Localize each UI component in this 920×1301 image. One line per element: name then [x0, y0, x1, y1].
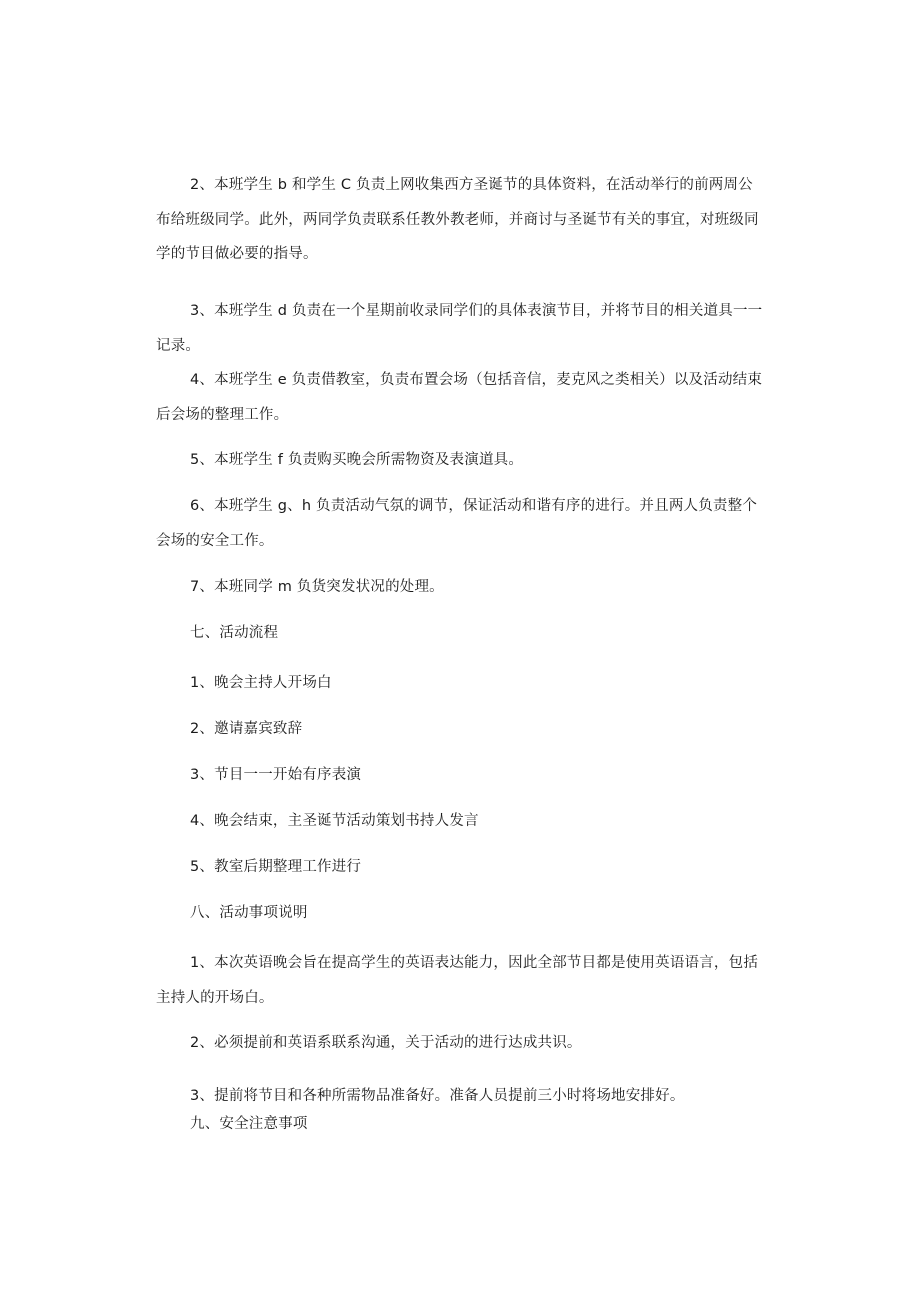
paragraph-item-4-venue: 4、本班学生 e 负责借教室，负责布置会场（包括音信，麦克风之类相关）以及活动结束后会场的整理工作。 — [156, 372, 763, 423]
flow-item-4: 4、晚会结束，主圣诞节活动策划书持人发言 — [190, 813, 479, 829]
paragraph-item-7-emergency: 7、本班同学 m 负货突发状况的处理。 — [190, 579, 444, 595]
paragraph-item-2-materials: 2、本班学生 b 和学生 C 负责上网收集西方圣诞节的具体资料，在活动举行的前两周公布给班级同学。此外，两同学负责联系任教外教老师，并商讨与圣诞节有关的事宜，对班级同学的节目做必要的指导。 — [156, 177, 759, 262]
flow-item-3: 3、节目一一开始有序表演 — [190, 767, 362, 783]
flow-item-5: 5、教室后期整理工作进行 — [190, 859, 362, 875]
section-heading-activity-flow: 七、活动流程 — [190, 625, 279, 641]
notes-item-3: 3、提前将节目和各种所需物品准备好。准备人员提前三小时将场地安排好。 — [190, 1088, 685, 1104]
section-heading-notes: 八、活动事项说明 — [190, 905, 308, 921]
flow-item-1: 1、晚会主持人开场白 — [190, 675, 332, 691]
notes-item-2: 2、必须提前和英语系联系沟通，关于活动的进行达成共识。 — [190, 1035, 582, 1051]
notes-item-1: 1、本次英语晚会旨在提高学生的英语表达能力，因此全部节目都是使用英语语言，包括主持人的开场白。 — [156, 955, 759, 1006]
paragraph-item-3-program-record: 3、本班学生 d 负责在一个星期前收录同学们的具体表演节目，并将节目的相关道具一一记录。 — [156, 303, 763, 354]
paragraph-item-5-supplies: 5、本班学生 f 负责购买晚会所需物资及表演道具。 — [190, 452, 524, 468]
section-heading-safety: 九、安全注意事项 — [190, 1116, 308, 1132]
paragraph-item-6-atmosphere: 6、本班学生 g、h 负责活动气氛的调节，保证活动和谐有序的进行。并且两人负责整个会场的安全工作。 — [156, 498, 758, 549]
flow-item-2: 2、邀请嘉宾致辞 — [190, 721, 303, 737]
